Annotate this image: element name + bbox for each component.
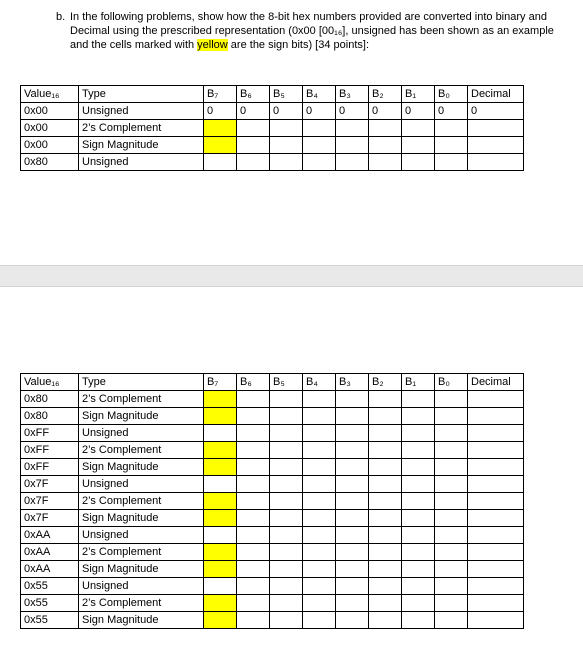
bit-cell-b2 bbox=[369, 527, 402, 544]
bit-cell-b1 bbox=[402, 561, 435, 578]
bit-cell-b6 bbox=[237, 442, 270, 459]
bit-cell-b6 bbox=[237, 137, 270, 154]
decimal-cell bbox=[468, 154, 524, 171]
document-page-1 bbox=[0, 0, 583, 265]
header-cell: B₆ bbox=[237, 86, 270, 103]
header-cell: B₄ bbox=[303, 374, 336, 391]
bit-cell-b5 bbox=[270, 527, 303, 544]
bit-cell-b4 bbox=[303, 561, 336, 578]
table-row bbox=[21, 120, 524, 137]
sign-bit-cell-b7 bbox=[204, 612, 237, 629]
bit-cell-b2 bbox=[369, 612, 402, 629]
type-cell: Unsigned bbox=[79, 425, 204, 442]
bit-cell-b6 bbox=[237, 391, 270, 408]
bit-cell-b5 bbox=[270, 561, 303, 578]
type-cell: Sign Magnitude bbox=[79, 561, 204, 578]
decimal-cell bbox=[468, 544, 524, 561]
bit-cell-b6 bbox=[237, 510, 270, 527]
value-cell: 0xAA bbox=[21, 527, 79, 544]
type-cell: Unsigned bbox=[79, 103, 204, 120]
bit-cell-b6 bbox=[237, 476, 270, 493]
value-cell: 0xAA bbox=[21, 544, 79, 561]
header-cell: B₃ bbox=[336, 374, 369, 391]
value-cell: 0x7F bbox=[21, 476, 79, 493]
header-cell: Type bbox=[79, 374, 204, 391]
bit-cell-b6 bbox=[237, 561, 270, 578]
header-row bbox=[21, 374, 524, 391]
bit-cell-b2 bbox=[369, 459, 402, 476]
decimal-cell bbox=[468, 612, 524, 629]
question-text-before: In the following problems, show how the 8-bit hex numbers provided are converted into binary and Decimal using the prescribed representation (0x00 [00₁₆], unsigned has been shown as an example and the cells marked with bbox=[70, 11, 554, 51]
value-cell: 0x00 bbox=[21, 120, 79, 137]
bit-cell-b2 bbox=[369, 425, 402, 442]
decimal-cell bbox=[468, 527, 524, 544]
bit-cell-b4 bbox=[303, 544, 336, 561]
decimal-cell bbox=[468, 408, 524, 425]
example-conversion-table bbox=[20, 85, 524, 171]
decimal-cell bbox=[468, 493, 524, 510]
bit-cell-b5 bbox=[270, 595, 303, 612]
header-row bbox=[21, 86, 524, 103]
decimal-cell bbox=[468, 391, 524, 408]
bit-cell-b3 bbox=[336, 120, 369, 137]
bit-cell-b6 bbox=[237, 425, 270, 442]
bit-cell-b1 bbox=[402, 612, 435, 629]
bit-cell-b6 bbox=[237, 459, 270, 476]
decimal-cell bbox=[468, 120, 524, 137]
header-cell: B₇ bbox=[204, 374, 237, 391]
header-cell: B₁ bbox=[402, 86, 435, 103]
bit-cell-b6 bbox=[237, 493, 270, 510]
bit-cell-b3 bbox=[336, 476, 369, 493]
bit-cell-b0 bbox=[435, 391, 468, 408]
bit-cell-b4 bbox=[303, 442, 336, 459]
bit-cell-b0 bbox=[435, 612, 468, 629]
sign-bit-cell-b7 bbox=[204, 595, 237, 612]
bit-cell-b6 bbox=[237, 578, 270, 595]
bit-cell-b3 bbox=[336, 578, 369, 595]
bit-cell-b5 bbox=[270, 510, 303, 527]
decimal-cell bbox=[468, 510, 524, 527]
bit-cell-b4 bbox=[303, 120, 336, 137]
type-cell: Unsigned bbox=[79, 154, 204, 171]
document-page-2 bbox=[0, 287, 583, 664]
value-cell: 0x00 bbox=[21, 103, 79, 120]
sign-bit-cell-b7 bbox=[204, 120, 237, 137]
bit-cell-b4 bbox=[303, 154, 336, 171]
bit-cell-b5 bbox=[270, 544, 303, 561]
bit-cell-b5 bbox=[270, 578, 303, 595]
bit-cell-b4 bbox=[303, 493, 336, 510]
table-row bbox=[21, 510, 524, 527]
decimal-cell bbox=[468, 442, 524, 459]
question-text-after: are the sign bits) [34 points]: bbox=[227, 39, 369, 51]
value-cell: 0xAA bbox=[21, 561, 79, 578]
table-row bbox=[21, 137, 524, 154]
bit-cell-b6: 0 bbox=[237, 103, 270, 120]
header-cell: B₂ bbox=[369, 374, 402, 391]
table-row bbox=[21, 425, 524, 442]
table-row bbox=[21, 612, 524, 629]
header-cell: B₀ bbox=[435, 86, 468, 103]
bit-cell-b4 bbox=[303, 425, 336, 442]
header-cell: Decimal bbox=[468, 86, 524, 103]
header-cell: Type bbox=[79, 86, 204, 103]
type-cell: 2’s Complement bbox=[79, 595, 204, 612]
bit-cell-b2: 0 bbox=[369, 103, 402, 120]
bit-cell-b1 bbox=[402, 578, 435, 595]
value-cell: 0x80 bbox=[21, 391, 79, 408]
table-row bbox=[21, 561, 524, 578]
bit-cell-b0 bbox=[435, 544, 468, 561]
bit-cell-b2 bbox=[369, 595, 402, 612]
bit-cell-b0 bbox=[435, 510, 468, 527]
header-cell: B₁ bbox=[402, 374, 435, 391]
bit-cell-b3 bbox=[336, 442, 369, 459]
bit-cell-b4 bbox=[303, 476, 336, 493]
sign-bit-cell-b7 bbox=[204, 391, 237, 408]
sign-bit-cell-b7 bbox=[204, 137, 237, 154]
bit-cell-b2 bbox=[369, 510, 402, 527]
table-row bbox=[21, 476, 524, 493]
bit-cell-b0: 0 bbox=[435, 103, 468, 120]
bit-cell-b5 bbox=[270, 459, 303, 476]
bit-cell-b0 bbox=[435, 476, 468, 493]
bit-cell-b3 bbox=[336, 408, 369, 425]
bit-cell-b0 bbox=[435, 578, 468, 595]
type-cell: Sign Magnitude bbox=[79, 612, 204, 629]
bit-cell-b0 bbox=[435, 425, 468, 442]
value-cell: 0x7F bbox=[21, 493, 79, 510]
bit-cell-b2 bbox=[369, 561, 402, 578]
type-cell: 2’s Complement bbox=[79, 544, 204, 561]
bit-cell-b3 bbox=[336, 391, 369, 408]
sign-bit-cell-b7: 0 bbox=[204, 103, 237, 120]
bit-cell-b3 bbox=[336, 459, 369, 476]
header-cell: B₃ bbox=[336, 86, 369, 103]
sign-bit-cell-b7 bbox=[204, 459, 237, 476]
bit-cell-b2 bbox=[369, 154, 402, 171]
bit-cell-b4 bbox=[303, 578, 336, 595]
bit-cell-b3 bbox=[336, 595, 369, 612]
bit-cell-b5 bbox=[270, 137, 303, 154]
bit-cell-b3: 0 bbox=[336, 103, 369, 120]
bit-cell-b3 bbox=[336, 510, 369, 527]
table-row bbox=[21, 544, 524, 561]
sign-bit-cell-b7 bbox=[204, 544, 237, 561]
sign-bit-cell-b7 bbox=[204, 510, 237, 527]
bit-cell-b5 bbox=[270, 476, 303, 493]
bit-cell-b5: 0 bbox=[270, 103, 303, 120]
bit-cell-b1 bbox=[402, 425, 435, 442]
bit-cell-b2 bbox=[369, 391, 402, 408]
bit-cell-b1: 0 bbox=[402, 103, 435, 120]
bit-cell-b2 bbox=[369, 408, 402, 425]
header-cell: B₅ bbox=[270, 86, 303, 103]
bit-cell-b4 bbox=[303, 595, 336, 612]
value-cell: 0x80 bbox=[21, 408, 79, 425]
type-cell: 2’s Complement bbox=[79, 493, 204, 510]
sign-bit-cell-b7 bbox=[204, 408, 237, 425]
table-row bbox=[21, 408, 524, 425]
table-row bbox=[21, 595, 524, 612]
conversion-exercise-table bbox=[20, 373, 524, 629]
bit-cell-b5 bbox=[270, 120, 303, 137]
table-row bbox=[21, 527, 524, 544]
header-cell: B₅ bbox=[270, 374, 303, 391]
bit-cell-b2 bbox=[369, 578, 402, 595]
bit-cell-b5 bbox=[270, 391, 303, 408]
value-cell: 0x80 bbox=[21, 154, 79, 171]
bit-cell-b6 bbox=[237, 408, 270, 425]
sign-bit-cell-b7 bbox=[204, 578, 237, 595]
bit-cell-b2 bbox=[369, 544, 402, 561]
value-cell: 0xFF bbox=[21, 425, 79, 442]
question-text bbox=[70, 10, 570, 52]
bit-cell-b3 bbox=[336, 425, 369, 442]
value-cell: 0x55 bbox=[21, 595, 79, 612]
type-cell: 2’s Complement bbox=[79, 442, 204, 459]
value-cell: 0xFF bbox=[21, 442, 79, 459]
bit-cell-b3 bbox=[336, 527, 369, 544]
page-break bbox=[0, 265, 583, 287]
bit-cell-b3 bbox=[336, 561, 369, 578]
bit-cell-b0 bbox=[435, 527, 468, 544]
question-b bbox=[56, 10, 570, 52]
bit-cell-b6 bbox=[237, 120, 270, 137]
bit-cell-b3 bbox=[336, 612, 369, 629]
bit-cell-b5 bbox=[270, 612, 303, 629]
bit-cell-b1 bbox=[402, 391, 435, 408]
bit-cell-b4 bbox=[303, 527, 336, 544]
bit-cell-b1 bbox=[402, 476, 435, 493]
bit-cell-b0 bbox=[435, 493, 468, 510]
bit-cell-b1 bbox=[402, 120, 435, 137]
bit-cell-b0 bbox=[435, 595, 468, 612]
sign-bit-cell-b7 bbox=[204, 476, 237, 493]
bit-cell-b4 bbox=[303, 612, 336, 629]
bit-cell-b2 bbox=[369, 120, 402, 137]
bit-cell-b3 bbox=[336, 544, 369, 561]
decimal-cell bbox=[468, 561, 524, 578]
decimal-cell: 0 bbox=[468, 103, 524, 120]
bit-cell-b4 bbox=[303, 408, 336, 425]
bit-cell-b1 bbox=[402, 527, 435, 544]
sign-bit-cell-b7 bbox=[204, 442, 237, 459]
bit-cell-b0 bbox=[435, 561, 468, 578]
value-cell: 0xFF bbox=[21, 459, 79, 476]
bit-cell-b1 bbox=[402, 408, 435, 425]
bit-cell-b5 bbox=[270, 154, 303, 171]
type-cell: Unsigned bbox=[79, 578, 204, 595]
header-cell: B₇ bbox=[204, 86, 237, 103]
bit-cell-b1 bbox=[402, 442, 435, 459]
table-row bbox=[21, 391, 524, 408]
bit-cell-b3 bbox=[336, 154, 369, 171]
bit-cell-b0 bbox=[435, 442, 468, 459]
bit-cell-b1 bbox=[402, 154, 435, 171]
table-row bbox=[21, 459, 524, 476]
header-cell: B₄ bbox=[303, 86, 336, 103]
sign-bit-cell-b7 bbox=[204, 527, 237, 544]
type-cell: Unsigned bbox=[79, 527, 204, 544]
bit-cell-b2 bbox=[369, 493, 402, 510]
bit-cell-b1 bbox=[402, 493, 435, 510]
bit-cell-b6 bbox=[237, 527, 270, 544]
bit-cell-b4 bbox=[303, 510, 336, 527]
bit-cell-b4 bbox=[303, 459, 336, 476]
question-label: b. bbox=[56, 11, 66, 23]
bit-cell-b5 bbox=[270, 425, 303, 442]
table-row bbox=[21, 154, 524, 171]
sign-bit-cell-b7 bbox=[204, 154, 237, 171]
header-cell: B₂ bbox=[369, 86, 402, 103]
decimal-cell bbox=[468, 476, 524, 493]
type-cell: 2’s Complement bbox=[79, 391, 204, 408]
sign-bit-cell-b7 bbox=[204, 561, 237, 578]
bit-cell-b0 bbox=[435, 120, 468, 137]
header-cell: B₀ bbox=[435, 374, 468, 391]
type-cell: Sign Magnitude bbox=[79, 459, 204, 476]
header-cell: Value₁₆ bbox=[21, 374, 79, 391]
decimal-cell bbox=[468, 137, 524, 154]
value-cell: 0x7F bbox=[21, 510, 79, 527]
bit-cell-b0 bbox=[435, 137, 468, 154]
value-cell: 0x55 bbox=[21, 578, 79, 595]
type-cell: Sign Magnitude bbox=[79, 137, 204, 154]
bit-cell-b0 bbox=[435, 459, 468, 476]
bit-cell-b6 bbox=[237, 595, 270, 612]
table-row bbox=[21, 578, 524, 595]
bit-cell-b1 bbox=[402, 510, 435, 527]
bit-cell-b2 bbox=[369, 442, 402, 459]
bit-cell-b6 bbox=[237, 612, 270, 629]
type-cell: Sign Magnitude bbox=[79, 408, 204, 425]
sign-bit-cell-b7 bbox=[204, 425, 237, 442]
bit-cell-b4 bbox=[303, 137, 336, 154]
bit-cell-b0 bbox=[435, 154, 468, 171]
table-row bbox=[21, 493, 524, 510]
bit-cell-b2 bbox=[369, 476, 402, 493]
sign-bit-cell-b7 bbox=[204, 493, 237, 510]
header-cell: Decimal bbox=[468, 374, 524, 391]
type-cell: 2’s Complement bbox=[79, 120, 204, 137]
bit-cell-b5 bbox=[270, 493, 303, 510]
table-row bbox=[21, 103, 524, 120]
yellow-highlight-word: yellow bbox=[197, 39, 228, 51]
bit-cell-b4 bbox=[303, 391, 336, 408]
bit-cell-b1 bbox=[402, 595, 435, 612]
value-cell: 0x00 bbox=[21, 137, 79, 154]
decimal-cell bbox=[468, 425, 524, 442]
header-cell: B₆ bbox=[237, 374, 270, 391]
bit-cell-b1 bbox=[402, 544, 435, 561]
type-cell: Unsigned bbox=[79, 476, 204, 493]
header-cell: Value₁₆ bbox=[21, 86, 79, 103]
bit-cell-b6 bbox=[237, 154, 270, 171]
decimal-cell bbox=[468, 578, 524, 595]
bit-cell-b1 bbox=[402, 137, 435, 154]
decimal-cell bbox=[468, 459, 524, 476]
value-cell: 0x55 bbox=[21, 612, 79, 629]
bit-cell-b3 bbox=[336, 137, 369, 154]
bit-cell-b5 bbox=[270, 442, 303, 459]
bit-cell-b2 bbox=[369, 137, 402, 154]
bit-cell-b3 bbox=[336, 493, 369, 510]
type-cell: Sign Magnitude bbox=[79, 510, 204, 527]
bit-cell-b5 bbox=[270, 408, 303, 425]
bit-cell-b6 bbox=[237, 544, 270, 561]
bit-cell-b0 bbox=[435, 408, 468, 425]
bit-cell-b4: 0 bbox=[303, 103, 336, 120]
bit-cell-b1 bbox=[402, 459, 435, 476]
table-row bbox=[21, 442, 524, 459]
decimal-cell bbox=[468, 595, 524, 612]
